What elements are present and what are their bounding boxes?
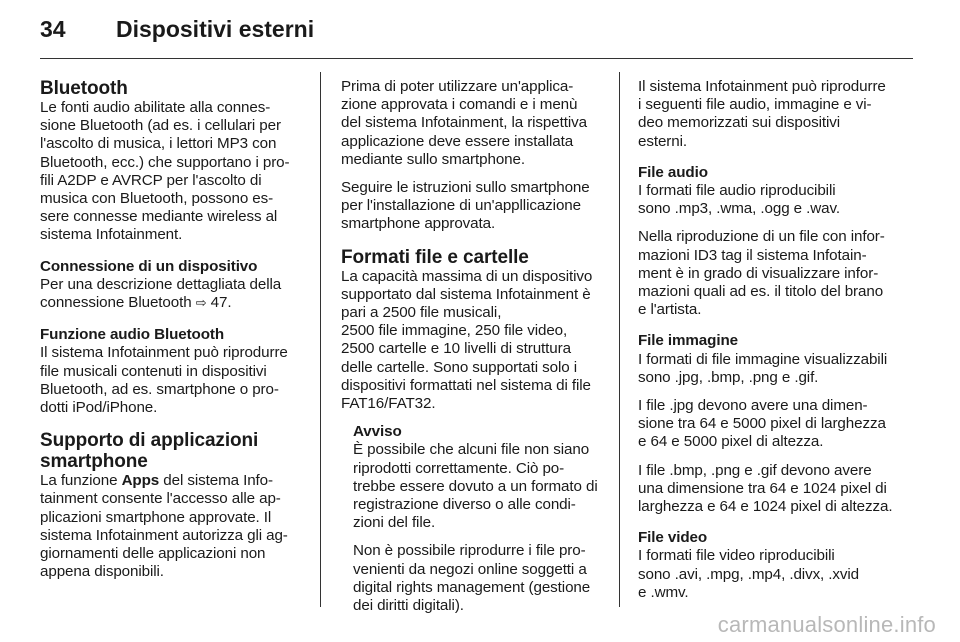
subsection-title-audio-files: File audio bbox=[638, 163, 708, 181]
text-line: ment è in grado di visualizzare infor- bbox=[638, 264, 879, 282]
apps-paragraph bbox=[40, 472, 312, 581]
text-line: pari a 2500 file musicali, bbox=[341, 304, 502, 322]
apps-keyword: Apps bbox=[121, 472, 160, 490]
text-line: I file .bmp, .png e .gif devono avere bbox=[638, 461, 872, 479]
notice-paragraph-1 bbox=[353, 441, 613, 532]
text-line: giornamenti delle applicazioni non bbox=[40, 545, 266, 563]
text-line: larghezza e 64 e 1024 pixel di altezza. bbox=[638, 498, 893, 516]
header-rule bbox=[40, 58, 913, 59]
bluetooth-paragraph bbox=[40, 99, 312, 245]
column-2 bbox=[341, 78, 613, 625]
text-line: e 64 e 5000 pixel di altezza. bbox=[638, 433, 824, 451]
text-line: sono .avi, .mpg, .mp4, .divx, .xvid bbox=[638, 565, 860, 583]
subsection-title-audio-function: Funzione audio Bluetooth bbox=[40, 326, 225, 344]
column-divider-2 bbox=[619, 72, 620, 607]
text-line: digital rights management (gestione bbox=[353, 578, 591, 596]
subsection-title-connection: Connessione di un dispositivo bbox=[40, 257, 258, 275]
text-line: venienti da negozi online soggetti a bbox=[353, 560, 587, 578]
text-line: Il sistema Infotainment può riprodurre bbox=[40, 344, 288, 362]
notice-paragraph-2 bbox=[353, 542, 613, 615]
audio-function-paragraph bbox=[40, 344, 312, 417]
text-line: del sistema Infotainment, la rispettiva bbox=[341, 114, 587, 132]
text-line: e .wmv. bbox=[638, 583, 689, 601]
text-line: musica con Bluetooth, possono es- bbox=[40, 190, 274, 208]
text-line: mazioni quali ad es. il titolo del brano bbox=[638, 283, 884, 301]
text-line: sistema Infotainment. bbox=[40, 226, 183, 244]
text-line: smartphone approvata. bbox=[341, 215, 496, 233]
text-line: Nella riproduzione di un file con infor- bbox=[638, 228, 885, 246]
text-line: zione approvata i comandi e i menù bbox=[341, 96, 578, 114]
section-title-formats: Formati file e cartelle bbox=[341, 246, 529, 268]
text-line: Bluetooth, ad es. smartphone o pro- bbox=[40, 380, 279, 398]
text-span: La funzione bbox=[40, 472, 122, 490]
text-span: del sistema Info- bbox=[159, 472, 273, 490]
text-line: una dimensione tra 64 e 1024 pixel di bbox=[638, 479, 887, 497]
follow-instructions-paragraph bbox=[341, 179, 613, 234]
text-line: Le fonti audio abilitate alla connes- bbox=[40, 99, 271, 116]
page-header bbox=[40, 16, 314, 46]
notice-title: Avviso bbox=[353, 423, 402, 441]
text-span: connessione Bluetooth bbox=[40, 294, 192, 312]
text-line: sione Bluetooth (ad es. i cellulari per bbox=[40, 117, 281, 135]
intro-paragraph bbox=[638, 78, 910, 151]
text-line: FAT16/FAT32. bbox=[341, 395, 436, 413]
text-line: i seguenti file audio, immagine e vi- bbox=[638, 96, 872, 114]
text-line: Seguire le istruzioni sullo smartphone bbox=[341, 179, 590, 197]
watermark: carmanualsonline.info bbox=[717, 612, 936, 637]
text-line: dei diritti digitali). bbox=[353, 597, 464, 615]
text-line: sono .mp3, .wma, .ogg e .wav. bbox=[638, 200, 840, 218]
text-line: Bluetooth, ecc.) che supportano i pro- bbox=[40, 153, 290, 171]
text-line: delle cartelle. Sono supportati solo i bbox=[341, 358, 577, 376]
text-line: tainment consente l'accesso alle ap- bbox=[40, 490, 281, 508]
text-line: dotti iPod/iPhone. bbox=[40, 399, 158, 417]
text-line: fili A2DP e AVRCP per l'ascolto di bbox=[40, 171, 262, 189]
text-line: 2500 cartelle e 10 livelli di struttura bbox=[341, 340, 571, 358]
text-line: 2500 file immagine, 250 file video, bbox=[341, 322, 568, 340]
text-line: trebbe essere dovuto a un formato di bbox=[353, 477, 598, 495]
prerequisite-paragraph bbox=[341, 78, 613, 169]
text-line: applicazione deve essere installata bbox=[341, 132, 574, 150]
formats-paragraph bbox=[341, 268, 613, 414]
connection-paragraph bbox=[40, 276, 312, 313]
notice-box bbox=[353, 423, 613, 615]
page-number: 34 bbox=[40, 16, 66, 42]
text-line: esterni. bbox=[638, 132, 688, 150]
text-line: supportato dal sistema Infotainment è bbox=[341, 285, 591, 303]
section-title-apps bbox=[40, 430, 312, 472]
page-reference-link[interactable]: 47. bbox=[210, 294, 232, 312]
text-line: I formati di file immagine visualizzabili bbox=[638, 350, 888, 368]
text-line: riprodotti correttamente. Ciò po- bbox=[353, 459, 565, 477]
subsection-title-video-files: File video bbox=[638, 529, 708, 547]
text-line: dispositivi formattati nel sistema di file bbox=[341, 376, 591, 394]
text-line: I file .jpg devono avere una dimen- bbox=[638, 397, 868, 415]
text-line: mediante sullo smartphone. bbox=[341, 150, 525, 168]
title-line: smartphone bbox=[40, 451, 148, 473]
subsection-title-image-files: File immagine bbox=[638, 332, 738, 350]
section-title-bluetooth: Bluetooth bbox=[40, 78, 128, 99]
text-line bbox=[40, 472, 312, 490]
column-3 bbox=[638, 78, 910, 612]
text-line: plicazioni smartphone approvate. Il bbox=[40, 508, 272, 526]
text-line: sere connesse mediante wireless al bbox=[40, 208, 278, 226]
title-line: Supporto di applicazioni bbox=[40, 430, 259, 452]
text-line: e l'artista. bbox=[638, 301, 702, 319]
text-line: I formati file audio riproducibili bbox=[638, 182, 836, 200]
id3-paragraph bbox=[638, 228, 910, 319]
text-line: deo memorizzati sui dispositivi bbox=[638, 114, 841, 132]
text-line: È possibile che alcuni file non siano bbox=[353, 441, 590, 459]
text-line: registrazione diverso o alle condi- bbox=[353, 496, 576, 514]
text-line: I formati file video riproducibili bbox=[638, 547, 835, 565]
column-1 bbox=[40, 78, 312, 591]
text-line: file musicali contenuti in dispositivi bbox=[40, 362, 267, 380]
text-line: sistema Infotainment autorizza gli ag- bbox=[40, 526, 288, 544]
text-line: sono .jpg, .bmp, .png e .gif. bbox=[638, 368, 819, 386]
text-line: zioni del file. bbox=[353, 514, 436, 532]
text-line: l'ascolto di musica, i lettori MP3 con bbox=[40, 135, 277, 153]
jpg-paragraph bbox=[638, 397, 910, 452]
text-line: appena disponibili. bbox=[40, 563, 164, 581]
text-line: mazioni ID3 tag il sistema Infotain- bbox=[638, 246, 867, 264]
column-divider-1 bbox=[320, 72, 321, 607]
audio-files-paragraph bbox=[638, 182, 910, 218]
text-line: Il sistema Infotainment può riprodurre bbox=[638, 78, 886, 95]
text-line: Per una descrizione dettagliata della bbox=[40, 275, 282, 293]
image-files-paragraph bbox=[638, 351, 910, 387]
text-line: Prima di poter utilizzare un'applica- bbox=[341, 78, 574, 95]
text-line bbox=[40, 294, 312, 313]
text-line: Non è possibile riprodurre i file pro- bbox=[353, 542, 586, 560]
text-line: sione tra 64 e 5000 pixel di larghezza bbox=[638, 415, 886, 433]
page-title: Dispositivi esterni bbox=[116, 16, 315, 42]
text-line: per l'installazione di un'appllicazione bbox=[341, 197, 581, 215]
page-reference-arrow-icon: ⇨ bbox=[195, 296, 207, 312]
video-files-paragraph bbox=[638, 547, 910, 602]
text-line: La capacità massima di un dispositivo bbox=[341, 267, 593, 285]
bmp-png-gif-paragraph bbox=[638, 462, 910, 517]
